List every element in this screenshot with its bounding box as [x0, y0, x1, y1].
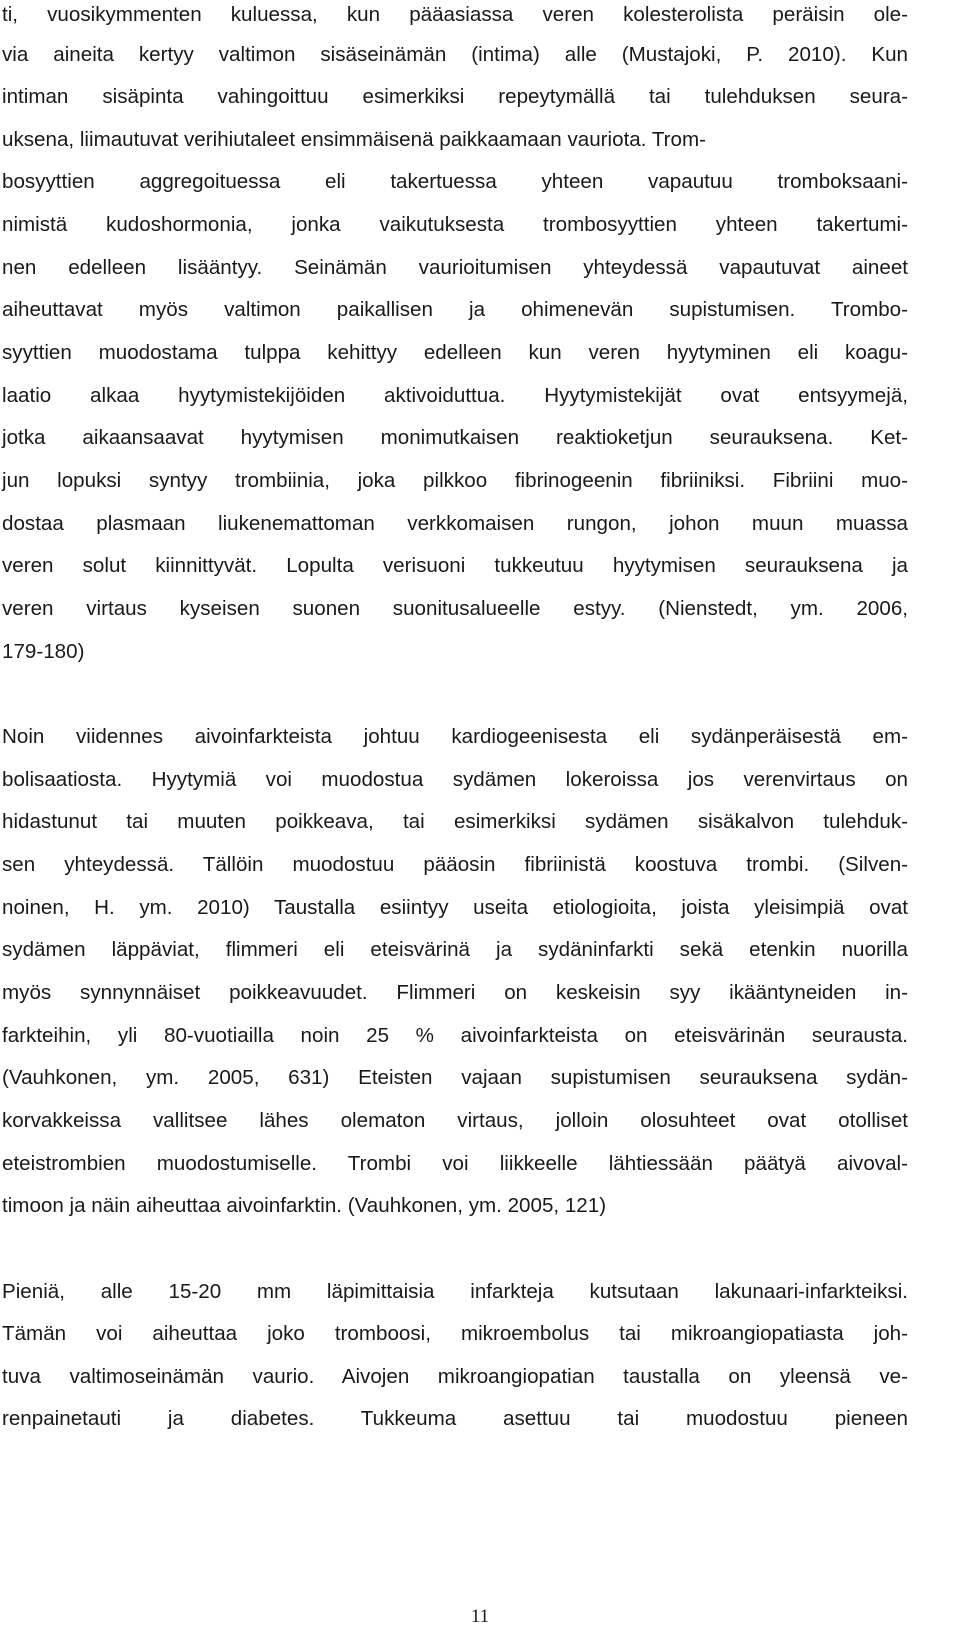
paragraph-2-line-11: eteistrombien muodostumiselle. Trombi voi liikkeelle lähtiessään päätyä aivoval- [2, 1152, 908, 1175]
paragraph-2-line-5: noinen, H. ym. 2010) Taustalla esiintyy useita etiologioita, joista yleisimpiä ovat [2, 896, 908, 919]
paragraph-3-line-2: Tämän voi aiheuttaa joko tromboosi, mikroembolus tai mikroangiopatiasta joh- [2, 1322, 908, 1345]
paragraph-2-line-3: hidastunut tai muuten poikkeava, tai esimerkiksi sydämen sisäkalvon tulehduk- [2, 810, 908, 833]
paragraph-1-line-1: ti, vuosikymmenten kuluessa, kun pääasiassa veren kolesterolista peräisin ole- [2, 3, 908, 26]
paragraph-1-line-6: nimistä kudoshormonia, jonka vaikutuksesta trombosyyttien yhteen takertumi- [2, 213, 908, 236]
paragraph-2-line-8: farkteihin, yli 80-vuotiailla noin 25 % aivoinfarkteista on eteisvärinän seurausta. [2, 1024, 908, 1047]
paragraph-2-line-12: timoon ja näin aiheuttaa aivoinfarktin. (Vauhkonen, ym. 2005, 121) [2, 1194, 607, 1217]
paragraph-3-line-4: renpainetauti ja diabetes. Tukkeuma asettuu tai muodostuu pieneen [2, 1407, 908, 1430]
paragraph-1-line-4: uksena, liimautuvat verihiutaleet ensimmäisenä paikkaamaan vauriota. Trom- [2, 128, 706, 151]
paragraph-1-line-10: laatio alkaa hyytymistekijöiden aktivoiduttua. Hyytymistekijät ovat entsyymejä, [2, 384, 908, 407]
paragraph-2-line-10: korvakkeissa vallitsee lähes olematon virtaus, jolloin olosuhteet ovat otolliset [2, 1109, 908, 1132]
paragraph-1-line-12: jun lopuksi syntyy trombiinia, joka pilkkoo fibrinogeenin fibriiniksi. Fibriini muo- [2, 469, 908, 492]
paragraph-2-line-9: (Vauhkonen, ym. 2005, 631) Eteisten vajaan supistumisen seurauksena sydän- [2, 1066, 908, 1089]
paragraph-1-line-15: veren virtaus kyseisen suonen suonitusalueelle estyy. (Nienstedt, ym. 2006, [2, 597, 908, 620]
paragraph-1-line-5: bosyyttien aggregoituessa eli takertuessa yhteen vapautuu tromboksaani- [2, 170, 908, 193]
paragraph-1-line-3: intiman sisäpinta vahingoittuu esimerkiksi repeytymällä tai tulehduksen seura- [2, 85, 908, 108]
paragraph-2-line-1: Noin viidennes aivoinfarkteista johtuu kardiogeenisesta eli sydänperäisestä em- [2, 725, 908, 748]
paragraph-2-line-6: sydämen läppäviat, flimmeri eli eteisvärinä ja sydäninfarkti sekä etenkin nuorilla [2, 938, 908, 961]
paragraph-1-line-9: syyttien muodostama tulppa kehittyy edelleen kun veren hyytyminen eli koagu- [2, 341, 908, 364]
paragraph-1-line-2: via aineita kertyy valtimon sisäseinämän (intima) alle (Mustajoki, P. 2010). Kun [2, 43, 908, 66]
paragraph-2-line-7: myös synnynnäiset poikkeavuudet. Flimmeri on keskeisin syy ikääntyneiden in- [2, 981, 908, 1004]
paragraph-3-line-3: tuva valtimoseinämän vaurio. Aivojen mikroangiopatian taustalla on yleensä ve- [2, 1365, 908, 1388]
page-number: 11 [470, 1606, 490, 1627]
paragraph-1-line-16: 179-180) [2, 640, 85, 663]
paragraph-1-line-13: dostaa plasmaan liukenemattoman verkkomaisen rungon, johon muun muassa [2, 512, 908, 535]
paragraph-2-line-4: sen yhteydessä. Tällöin muodostuu pääosin fibriinistä koostuva trombi. (Silven- [2, 853, 908, 876]
paragraph-3-line-1: Pieniä, alle 15-20 mm läpimittaisia infarkteja kutsutaan lakunaari-infarkteiksi. [2, 1280, 908, 1303]
paragraph-1-line-7: nen edelleen lisääntyy. Seinämän vaurioitumisen yhteydessä vapautuvat aineet [2, 256, 908, 279]
paragraph-2-line-2: bolisaatiosta. Hyytymiä voi muodostua sydämen lokeroissa jos verenvirtaus on [2, 768, 908, 791]
paragraph-1-line-8: aiheuttavat myös valtimon paikallisen ja ohimenevän supistumisen. Trombo- [2, 298, 908, 321]
paragraph-1-line-11: jotka aikaansaavat hyytymisen monimutkaisen reaktioketjun seurauksena. Ket- [2, 426, 908, 449]
paragraph-1-line-14: veren solut kiinnittyvät. Lopulta verisuoni tukkeutuu hyytymisen seurauksena ja [2, 554, 908, 577]
